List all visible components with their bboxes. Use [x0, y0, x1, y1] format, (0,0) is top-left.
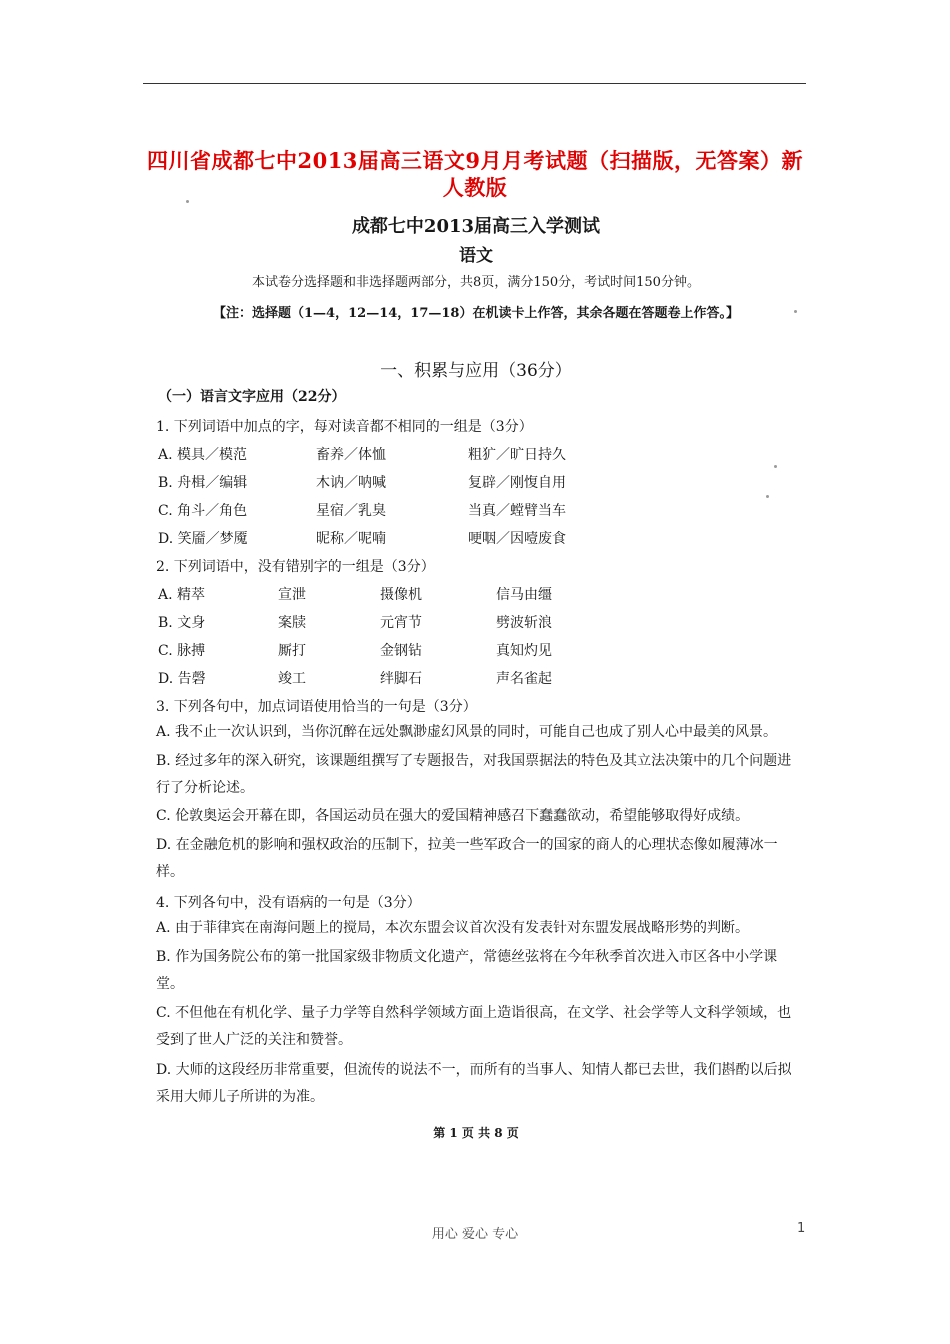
q1-stem: 1. 下列词语中加点的字，每对读音都不相同的一组是（3分）: [156, 419, 533, 435]
scan-speck: [186, 200, 189, 203]
q4-option-c: C. 不但他在有机化学、量子力学等自然科学领域方面上造诣很高，在文学、社会学等人文科学领域，也受到了世人广泛的关注和赞誉。: [156, 1005, 792, 1048]
exam-note: 【注：选择题（1—4，12—14，17—18）在机读卡上作答，其余各题在答题卷上作答。】: [213, 306, 739, 321]
q3-option-a: A. 我不止一次认识到，当你沉醉在远处飘渺虚幻风景的同时，可能自己也成了别人心中最美的风景。: [156, 724, 778, 740]
scan-page-footer: 第 1 页 共 8 页: [433, 1126, 519, 1140]
q1-d-col1: D. 笑靥／梦魇: [158, 531, 248, 547]
q1-a-col2: 畜养／体恤: [316, 447, 386, 463]
q2-d-col2: 竣工: [278, 671, 306, 687]
q2-a-col2: 宣泄: [278, 587, 306, 603]
q1-c-col3: 当真／螳臂当车: [468, 503, 566, 519]
q2-a-col4: 信马由缰: [496, 587, 552, 603]
q1-c-col1: C. 角斗／角色: [158, 503, 248, 519]
exam-heading: 成都七中2013届高三入学测试: [351, 216, 601, 237]
scan-speck: [774, 465, 777, 468]
q3-stem: 3. 下列各句中，加点词语使用恰当的一句是（3分）: [156, 699, 477, 715]
scan-speck: [766, 495, 769, 498]
q3-option-b: B. 经过多年的深入研究，该课题组撰写了专题报告，对我国票据法的特色及其立法决策中的几个问题进行了分析论述。: [156, 753, 792, 796]
q1-a-col1: A. 模具／模范: [158, 447, 248, 463]
q1-a-col3: 粗犷／旷日持久: [468, 447, 566, 463]
q1-b-col1: B. 舟楫／编辑: [158, 475, 248, 491]
section-heading: 一、积累与应用（36分）: [380, 361, 572, 381]
footer-motto: 用心 爱心 专心: [431, 1227, 519, 1242]
q1-c-col2: 星宿／乳臭: [316, 503, 386, 519]
q4-option-a: A. 由于菲律宾在南海问题上的搅局，本次东盟会议首次没有发表针对东盟发展战略形势的判断。: [156, 920, 750, 936]
q2-b-col2: 案牍: [278, 615, 306, 631]
q2-c-col1: C. 脉搏: [158, 643, 206, 659]
q4-option-b: B. 作为国务院公布的第一批国家级非物质文化遗产，常德丝弦将在今年秋季首次进入市区各中小学课堂。: [156, 949, 778, 992]
q2-b-col4: 劈波斩浪: [496, 615, 552, 631]
q2-c-col4: 真知灼见: [496, 643, 552, 659]
q2-d-col1: D. 告磬: [158, 671, 206, 687]
header-rule: [143, 83, 806, 84]
q2-d-col3: 绊脚石: [380, 671, 422, 687]
q2-a-col3: 摄像机: [380, 587, 422, 603]
q1-b-col2: 木讷／呐喊: [316, 475, 386, 491]
q2-c-col2: 厮打: [278, 643, 306, 659]
q4-stem: 4. 下列各句中，没有语病的一句是（3分）: [156, 895, 421, 911]
scanned-exam-page: [146, 200, 806, 1148]
document-title: 四川省成都七中2013届高三语文9月月考试题（扫描版，无答案）新人教版: [146, 148, 804, 200]
q1-b-col3: 复辟／刚愎自用: [468, 475, 566, 491]
q2-a-col1: A. 精萃: [158, 587, 206, 603]
page-number: 1: [797, 1221, 806, 1236]
q1-d-col2: 昵称／呢喃: [316, 531, 386, 547]
exam-subject: 语文: [459, 246, 493, 266]
q4-option-d: D. 大师的这段经历非常重要，但流传的说法不一，而所有的当事人、知情人都已去世，我们斟酌以后拟采用大师儿子所讲的为准。: [156, 1062, 792, 1105]
q2-b-col1: B. 文身: [158, 615, 206, 631]
q3-option-c: C. 伦敦奥运会开幕在即，各国运动员在强大的爱国精神感召下蠢蠢欲动，希望能够取得好成绩。: [156, 808, 750, 824]
q2-stem: 2. 下列词语中，没有错别字的一组是（3分）: [156, 559, 435, 575]
scan-speck: [794, 310, 797, 313]
q2-c-col3: 金钢钻: [380, 643, 422, 659]
q2-d-col4: 声名雀起: [496, 671, 552, 687]
q3-option-d: D. 在金融危机的影响和强权政治的压制下，拉美一些军政合一的国家的商人的心理状态像如履薄冰一样。: [156, 837, 778, 880]
subsection-heading: （一）语言文字应用（22分）: [158, 389, 346, 405]
q1-d-col3: 哽咽／因噎废食: [468, 531, 566, 547]
q2-b-col3: 元宵节: [380, 615, 422, 631]
exam-intro: 本试卷分选择题和非选择题两部分，共8页，满分150分，考试时间150分钟。: [252, 275, 700, 290]
